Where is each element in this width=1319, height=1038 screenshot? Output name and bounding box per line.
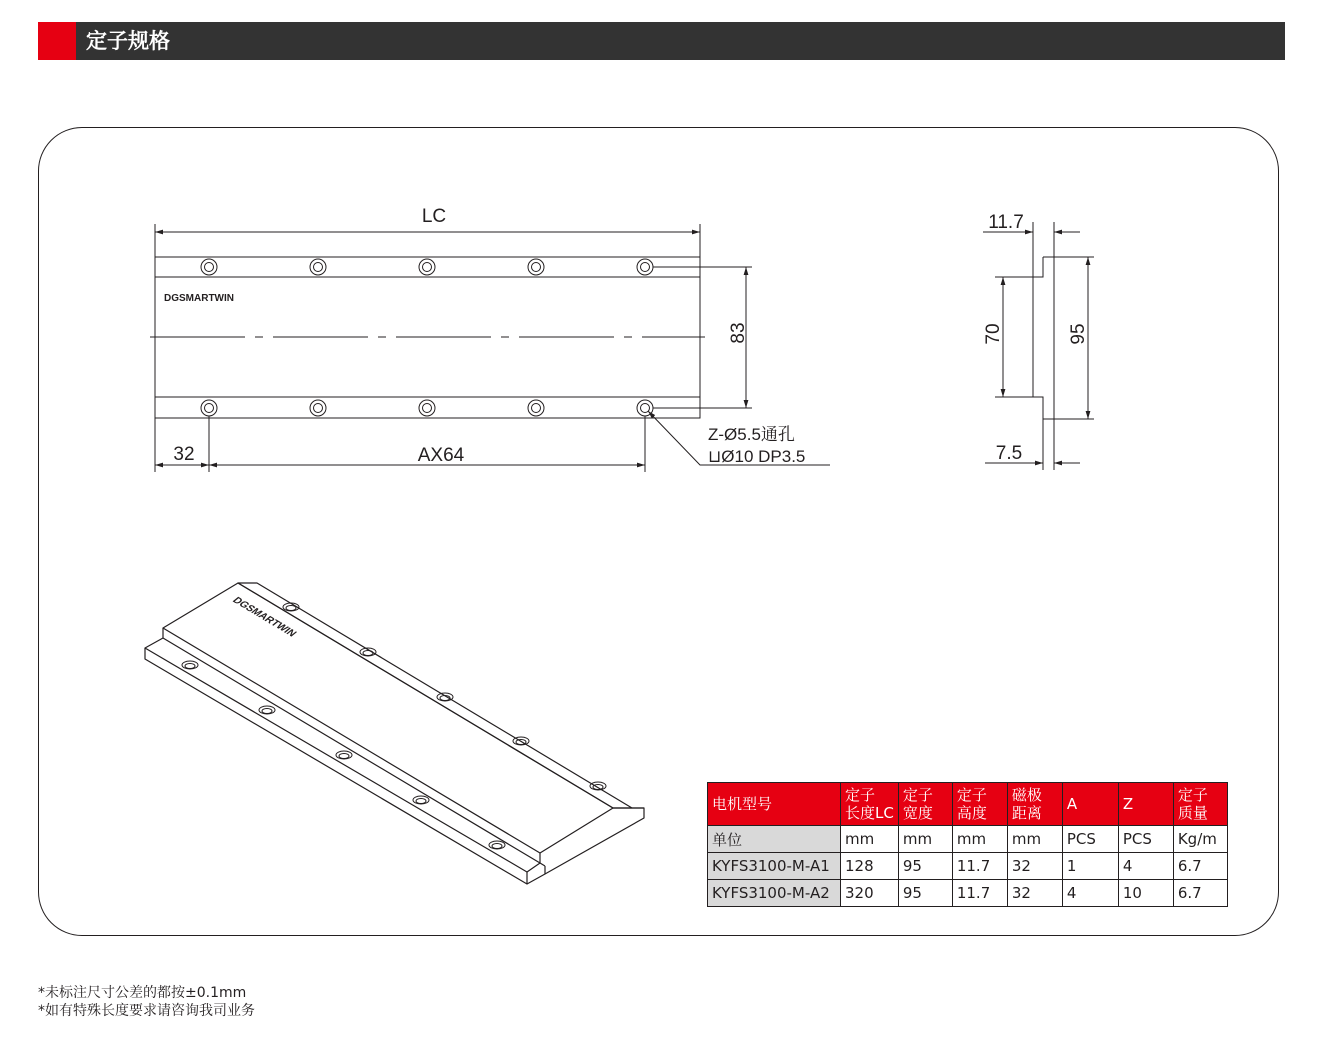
table-cell: PCS (1118, 826, 1173, 853)
table-cell: Kg/m (1173, 826, 1227, 853)
iso-view (145, 583, 644, 884)
dim-label-ax64: AX64 (417, 445, 465, 466)
iso-step-end (540, 853, 545, 866)
table-cell: PCS (1062, 826, 1118, 853)
dim-label-32: 32 (173, 444, 195, 465)
header-a: A (1062, 783, 1118, 826)
table-cell: mm (1007, 826, 1062, 853)
iso-top-face (163, 583, 613, 853)
hole (528, 259, 544, 275)
spec-table (707, 782, 1228, 907)
table-cell: 11.7 (952, 853, 1007, 880)
brand-label: DGSMARTWIN (164, 293, 234, 304)
hole (528, 400, 544, 416)
table-cell: 128 (841, 853, 899, 880)
iso-brand-label: DGSMARTWIN (229, 595, 299, 639)
hole (419, 259, 435, 275)
hole (201, 259, 217, 275)
header-height: 定子 高度 (952, 783, 1007, 826)
table-cell: 10 (1118, 880, 1173, 907)
table-cell: 95 (898, 853, 952, 880)
side-profile (1033, 257, 1054, 419)
table-cell: 6.7 (1173, 880, 1227, 907)
hole (201, 400, 217, 416)
table-cell: 4 (1062, 880, 1118, 907)
table-cell: 6.7 (1173, 853, 1227, 880)
table-header-row (708, 783, 1228, 826)
hole-note-counterbore: ⊔Ø10 DP3.5 (708, 447, 806, 466)
iso-flange-edge (145, 638, 540, 872)
header-width: 定子 宽度 (898, 783, 952, 826)
iso-top-strip (238, 583, 632, 808)
dim-label-70: 70 (983, 323, 1004, 345)
dim-label-11-7: 11.7 (988, 212, 1024, 233)
table-cell: KYFS3100-M-A2 (708, 880, 841, 907)
table-cell: mm (841, 826, 899, 853)
header-length: 定子 长度LC (841, 783, 899, 826)
header-model: 电机型号 (708, 783, 841, 826)
dim-label-95: 95 (1068, 323, 1089, 345)
table-cell: 320 (841, 880, 899, 907)
header-z: Z (1118, 783, 1173, 826)
side-view (983, 212, 1094, 470)
table-cell: mm (898, 826, 952, 853)
iso-holes (182, 603, 606, 849)
table-cell: 4 (1118, 853, 1173, 880)
hole (310, 400, 326, 416)
table-row (708, 880, 1228, 907)
dim-label-7-5: 7.5 (995, 443, 1023, 464)
hole (637, 259, 653, 275)
hole-note-through: Z-Ø5.5通孔 (708, 425, 795, 444)
table-cell: 95 (898, 880, 952, 907)
table-cell: mm (952, 826, 1007, 853)
table-cell: KYFS3100-M-A1 (708, 853, 841, 880)
footnote-tolerance: *未标注尺寸公差的都按±0.1mm (38, 985, 247, 1001)
top-view (150, 206, 830, 472)
iso-flange-end (527, 866, 545, 884)
table-cell: 单位 (708, 826, 841, 853)
hole (419, 400, 435, 416)
table-cell: 32 (1007, 853, 1062, 880)
table-row (708, 826, 1228, 853)
dim-label-83: 83 (728, 322, 749, 344)
header-mass: 定子 质量 (1173, 783, 1227, 826)
footnotes (38, 984, 255, 1020)
table-cell: 32 (1007, 880, 1062, 907)
section-title: 定子规格 (86, 29, 170, 53)
hole (310, 259, 326, 275)
footnote-custom-length: *如有特殊长度要求请咨询我司业务 (38, 1003, 255, 1019)
iso-flange-front (145, 648, 527, 884)
dim-label-lc: LC (421, 206, 447, 227)
table-row (708, 853, 1228, 880)
header-pole-pitch: 磁极 距离 (1007, 783, 1062, 826)
table-cell: 11.7 (952, 880, 1007, 907)
table-cell: 1 (1062, 853, 1118, 880)
